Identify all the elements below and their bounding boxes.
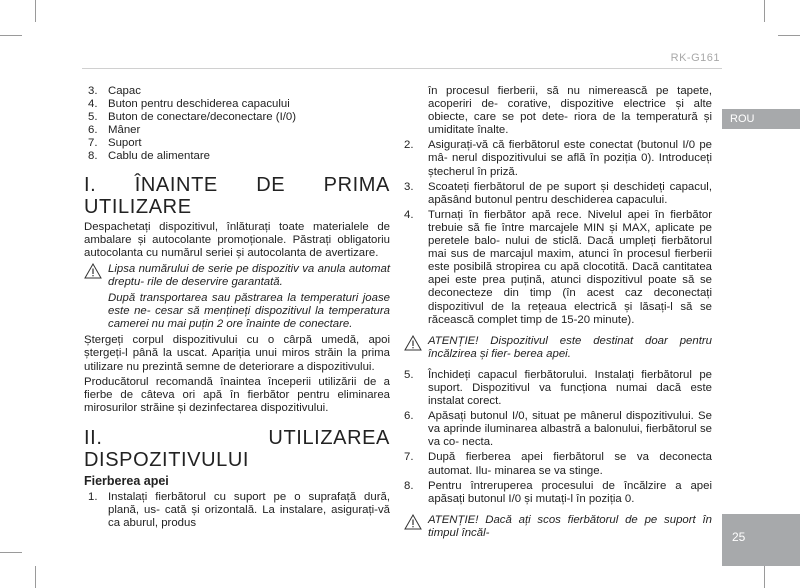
language-tab: ROU	[722, 109, 800, 129]
list-item	[404, 369, 712, 408]
list-item	[84, 98, 390, 111]
list-text: Pentru întreruperea procesului de încălzire a apei apăsați butonul I/0 și mutați-l în poziția 0.	[428, 479, 712, 505]
model-label: RK-G161	[670, 52, 720, 64]
crop-mark	[764, 566, 765, 588]
warning-text: Lipsa numărului de serie pe dispozitiv va anula automat dreptu- rile de deservire garantată.	[108, 262, 390, 288]
list-item	[404, 451, 712, 477]
list-text: Instalați fierbătorul cu suport pe o suprafață dură, plană, us- cată și orizontală. La instalare, asigurați-vă ca aburul, produs	[108, 490, 390, 530]
list-text: Scoateți fierbătorul de pe suport și deschideți capacul, apăsând butonul pentru deschiderea capacului.	[428, 180, 712, 206]
list-item	[404, 181, 712, 207]
warning-icon	[404, 335, 422, 351]
list-number: 6.	[88, 124, 98, 137]
list-number: 3.	[88, 85, 98, 97]
section-title: I. ÎNAINTE DE PRIMA UTILIZARE	[84, 173, 390, 218]
list-item	[84, 491, 390, 530]
list-item	[404, 209, 712, 327]
warning-icon	[84, 263, 102, 279]
warning-icon	[404, 514, 422, 530]
list-text: Turnați în fierbător apă rece. Nivelul apei în fierbător trebuie să fie între marcajele MIN și MAX, aplicate pe peretele balo- nului de sticlă. Dacă umpleți fierbătorul mai sus de marcajul maxim, atunci în procesul fierberii este posibilă stropirea cu apă clocotită. Dacă cantitatea apei este prea puțină, atunci dispozitivul poate să se deconecteze din timp (în acest caz deconectați dispozitivul de la rețeaua electrică și lăsați-l să se răcească complet timp de 15-20 minute).	[428, 208, 712, 326]
crop-mark	[778, 35, 800, 36]
warning-note	[404, 514, 712, 540]
list-number: 1.	[88, 490, 98, 503]
right-column	[404, 85, 712, 543]
page-number: 25	[722, 514, 800, 566]
list-number: 5.	[404, 368, 414, 381]
list-item	[84, 150, 390, 163]
crop-mark	[764, 0, 765, 22]
list-text: Capac	[108, 85, 141, 97]
list-number: 6.	[404, 410, 414, 423]
list-text: Asigurați-vă că fierbătorul este conectat (butonul I/0 pe mâ- nerul dispozitivului se află în poziția 0). Introduceți ștecherul în priză.	[428, 139, 712, 178]
list-text: Cablu de alimentare	[108, 150, 210, 163]
list-number: 5.	[88, 111, 98, 124]
list-item	[84, 137, 390, 150]
list-number: 4.	[88, 98, 98, 111]
subsection-title: Fierberea apei	[84, 473, 169, 488]
section-title: II. UTILIZAREA DISPOZITIVULUI	[84, 426, 390, 471]
warning-note	[404, 335, 712, 361]
list-item	[404, 139, 712, 178]
header-rule	[82, 68, 722, 69]
list-number: 7.	[88, 137, 98, 150]
list-number: 3.	[404, 180, 414, 193]
crop-mark	[35, 0, 36, 22]
paragraph: Ștergeți corpul dispozitivului cu o cârpă umedă, apoi ștergeți-l până la uscat. Apariția unui miros străin la prima utilizare nu prezintă semne de deteriorare a dispozitivului.	[84, 334, 390, 373]
list-number: 8.	[404, 479, 414, 492]
list-text: Închideți capacul fierbătorului. Instalați fierbătorul pe suport. Dispozitivul va funcționa numai dacă este instalat corect.	[428, 368, 712, 408]
list-item-continuation: în procesul fierberii, să nu nimerească pe tapete, acoperiri de- corative, dispozitive electrice și alte obiecte, care se pot dete- riora de la temperatură și umiditate înalte.	[428, 85, 712, 137]
list-item	[84, 111, 390, 124]
paragraph: Despachetați dispozitivul, înlăturați toate materialele de ambalare și autocolante promoționale. Păstrați obligatoriu autocolanta cu numărul seriei și autocolanta de avertizare.	[84, 220, 390, 259]
crop-mark	[35, 566, 36, 588]
list-text: Buton pentru deschiderea capacului	[108, 98, 290, 111]
list-text: Apăsați butonul I/0, situat pe mânerul dispozitivului. Se va aprinde iluminarea albastră a balonului, fierbătorul se va co- necta.	[428, 410, 712, 449]
warning-text: ATENȚIE! Dacă ați scos fierbătorul de pe suport în timpul încăl-	[428, 513, 712, 539]
warning-note-text: După transportarea sau păstrarea la temperaturi joase este ne- cesar să mențineți dispozitivul la temperatura camerei nu mai puțin 2 ore înainte de conectare.	[108, 292, 390, 331]
list-item	[84, 124, 390, 137]
crop-mark	[0, 552, 22, 553]
left-column	[84, 85, 390, 530]
paragraph: Producătorul recomandă înaintea începerii utilizării de a fierbe de câteva ori apă în fierbător pentru eliminarea mirosurilor străine și dezinfectarea dispozitivului.	[84, 375, 390, 414]
list-item	[404, 480, 712, 506]
crop-mark	[0, 35, 22, 36]
warning-note	[84, 263, 390, 289]
list-number: 8.	[88, 150, 98, 163]
list-number: 7.	[404, 451, 414, 464]
warning-text: ATENȚIE! Dispozitivul este destinat doar pentru încălzirea și fier- berea apei.	[428, 334, 712, 360]
list-number: 4.	[404, 208, 414, 221]
list-text: Mâner	[108, 124, 141, 137]
list-text: Buton de conectare/deconectare (I/0)	[108, 111, 297, 124]
list-item	[84, 85, 390, 98]
list-number: 2.	[404, 139, 414, 152]
list-text: Suport	[108, 137, 142, 150]
parts-list	[84, 85, 390, 164]
list-text: După fierberea apei fierbătorul se va deconecta automat. Ilu- minarea se va stinge.	[428, 451, 712, 477]
list-item	[404, 410, 712, 449]
